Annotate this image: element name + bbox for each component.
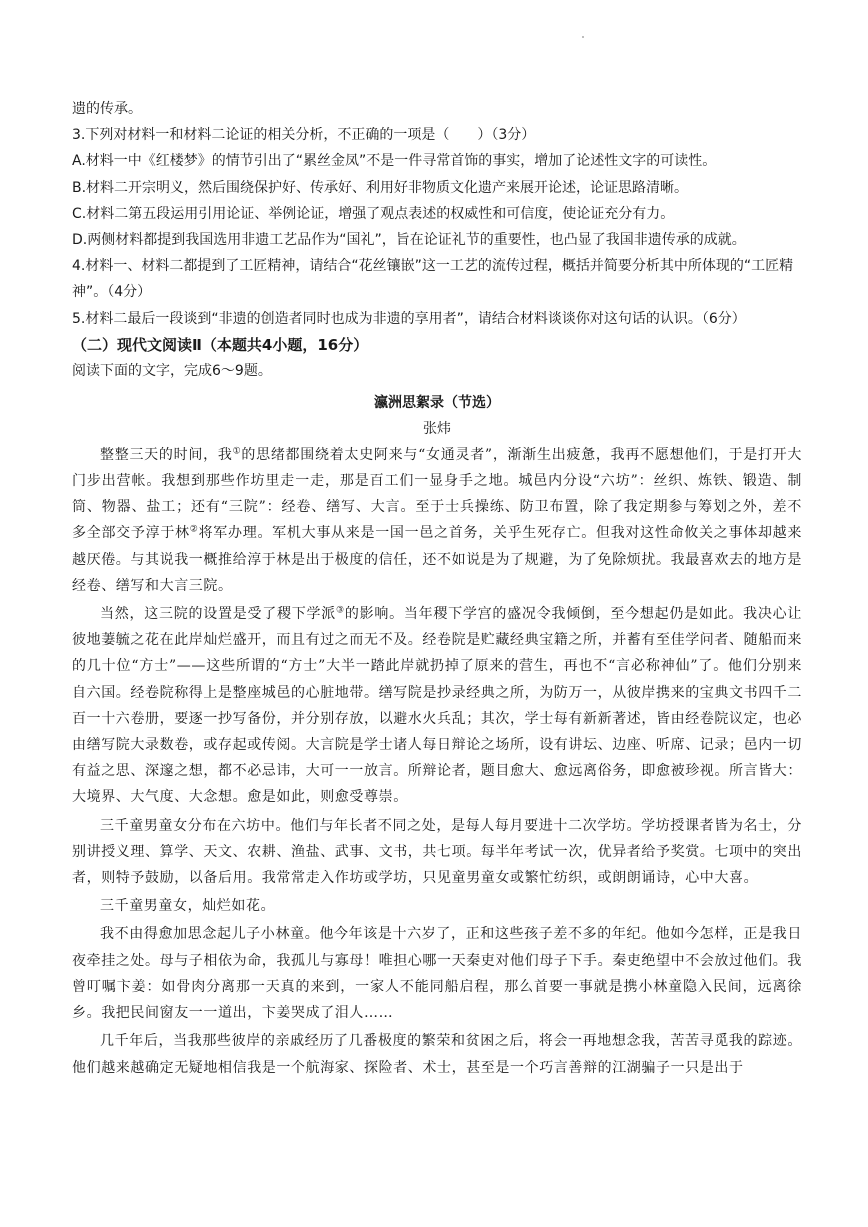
question-3-option-c: C.材料二第五段运用引用论证、举例论证，增强了观点表述的权威性和可信度，使论证充分有力。: [72, 205, 675, 222]
question-4: 4.材料一、材料二都提到了工匠精神，请结合“花丝镶嵌”这一工艺的流传过程，概括并简要分析其中所体现的“工匠精神”。（4分）: [72, 258, 794, 301]
paragraph-text: 三千童男童女，灿烂如花。: [100, 898, 276, 915]
question-3-stem: 3.下列对材料一和材料二论证的相关分析，不正确的一项是（ ）（3分）: [72, 127, 536, 144]
continuation-line: 遗的传承。: [72, 101, 142, 117]
paragraph: [72, 1028, 802, 1080]
passage-title: 瀛洲思絮录（节选）: [374, 394, 500, 411]
paragraph-text: 三千童男童女分布在六坊中。他们与年长者不同之处，是每人每月要进十二次学坊。学坊授课者皆为名士，分别讲授义理、算学、天文、农耕、渔盐、武事、文书，共七项。每半年考试一次，优异者给予奖赏。七项中的突出者，则特予鼓励，以备后用。我常常走入作坊或学坊，只见童男童女或繁忙纺织，或朗朗诵诗，心中大喜。: [72, 817, 802, 887]
scan-dot: [582, 36, 584, 38]
paragraph-text: 将军办理。军机大事从来是一国一邑之首务，关乎生死存亡。但我对这性命攸关之事体却越来越厌倦。与其说我一概推给淳于林是出于极度的信任，还不如说是为了规避，为了免除烦扰。我最喜欢去的地方是经卷、缮写和大言三院。: [72, 525, 802, 594]
paragraph-text: 整整三天的时间，我: [100, 446, 233, 463]
section-heading: （二）现代文阅读Ⅱ（本题共4小题，16分）: [72, 335, 369, 354]
question-3-option-d: D.两侧材料都提到我国选用非遗工艺品作为“国礼”，旨在论证礼节的重要性，也凸显了我国非遗传承的成就。: [72, 232, 746, 249]
paragraph-text: 的影响。当年稷下学宫的盛况令我倾倒，至今想起仍是如此。我决心让彼地萋毓之花在此岸灿烂盛开，而且有过之而无不及。经卷院是贮藏经典宝籍之所，并蓄有至佳学问者、随船而来的几十位“方士”——这些所谓的“方士”大半一踏此岸就扔掉了原来的营生，再也不“言必称神仙”了。他们分别来自六国。经卷院称得上是整座城邑的心脏地带。缮写院是抄录经典之所，为防万一，从彼岸携来的宝典文书四千二百一十六卷册，要逐一抄写备份，并分别存放，以避水火兵乱；其次，学士每有新新著述，皆由经卷院议定，也必由缮写院大录数卷，或存起或传阅。大言院是学士诸人每日辩论之场所，设有讲坛、边座、听席、记录；邑内一切有益之思、深邃之想，都不必忌讳，大可一一放言。所辩论者，题目愈大、愈远离俗务，即愈被珍视。所言皆大：大境界、大气度、大念想。愈是如此，则愈受尊崇。: [72, 606, 802, 806]
passage-body: [72, 442, 802, 1081]
paragraph-text: 我不由得愈加思念起儿子小林童。他今年该是十六岁了，正和这些孩子差不多的年纪。他如今怎样，正是我日夜牵挂之处。母与子相依为命，我孤儿与寡母！唯担心哪一天秦吏对他们母子下手。秦吏绝望中不会放过他们。我曾叮嘱卞姜：如骨肉分离那一天真的来到，一家人不能同船启程，那么首要一事就是携小林童隐入民间，远离徐乡。我把民间窗友一一道出，卞姜哭成了泪人……: [72, 926, 802, 1022]
question-3-option-b: B.材料二开宗明义，然后围绕保护好、传承好、利用好非物质文化遗产来展开论述，论证思路清晰。: [72, 179, 689, 196]
paragraph: [72, 893, 802, 919]
question-5: 5.材料二最后一段谈到“非遗的创造者同时也成为非遗的享用者”，请结合材料谈谈你对这句话的认识。（6分）: [72, 310, 746, 327]
passage-author: 张炜: [423, 420, 451, 437]
paragraph: [72, 601, 802, 811]
paragraph: [72, 442, 802, 599]
footnote-mark: ③: [336, 605, 345, 616]
paragraph: [72, 813, 802, 892]
paragraph-text: 当然，这三院的设置是受了稷下学派: [100, 606, 337, 623]
question-block: [72, 0, 802, 332]
footnote-mark: ②: [189, 524, 199, 535]
footnote-mark: ①: [232, 446, 242, 457]
paragraph-text: 几千年后，当我那些彼岸的亲戚经历了几番极度的繁荣和贫困之后，将会一再地想念我，苦苦寻觅我的踪迹。他们越来越确定无疑地相信我是一个航海家、探险者、术士，甚至是一个巧言善辩的江湖骗子一只是出于: [72, 1033, 802, 1076]
paragraph-text: 的思绪都围绕着太史阿来与“女通灵者”，渐渐生出疲惫，我再不愿想他们，于是打开大门步出营帐。我想到那些作坊里走一走，那是百工们一显身手之地。城邑内分设“六坊”：丝织、炼铁、锻造、制筒、物器、盐工；还有“三院”：经卷、缮写、大言。至于士兵操练、防卫布置，除了我定期参与筹划之外，差不多全部交予淳于林: [72, 446, 802, 542]
question-3-option-a: A.材料一中《红楼梦》的情节引出了“累丝金凤”不是一件寻常首饰的事实，增加了论述性文字的可读性。: [72, 153, 717, 170]
paragraph: [72, 921, 802, 1026]
reading-instruction: 阅读下面的文字，完成6～9题。: [72, 362, 272, 379]
